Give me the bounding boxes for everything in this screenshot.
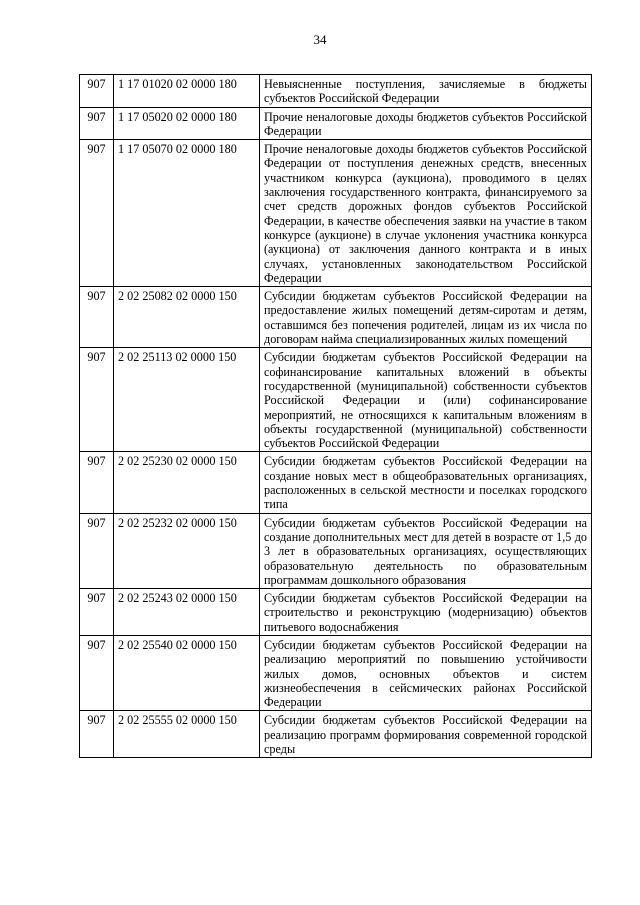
admin-code-cell: 907 [80, 348, 114, 452]
admin-code-cell: 907 [80, 140, 114, 287]
description-cell: Прочие неналоговые доходы бюджетов субъектов Российской Федерации [260, 107, 592, 140]
table-row [80, 287, 592, 348]
budget-code-cell: 2 02 25555 02 0000 150 [114, 711, 260, 758]
description-cell: Субсидии бюджетам субъектов Российской Федерации на софинансирование капитальных вложений в объекты государственной (муниципальной) собственности субъектов Российской Федерации и (или) софинансирование мероприятий, не относящихся к капитальным вложениям в объекты государственной (муниципальной) собственности субъектов Российской Федерации [260, 348, 592, 452]
admin-code-cell: 907 [80, 513, 114, 588]
admin-code-cell: 907 [80, 75, 114, 108]
page-number: 34 [313, 32, 327, 47]
table-row [80, 452, 592, 513]
admin-code-cell: 907 [80, 635, 114, 710]
description-cell: Субсидии бюджетам субъектов Российской Федерации на строительство и реконструкцию (модернизацию) объектов питьевого водоснабжения [260, 589, 592, 636]
table-row [80, 75, 592, 108]
budget-code-cell: 1 17 05020 02 0000 180 [114, 107, 260, 140]
admin-code-cell: 907 [80, 711, 114, 758]
table-row [80, 711, 592, 758]
description-cell: Субсидии бюджетам субъектов Российской Федерации на предоставление жилых помещений детям-сиротам и детям, оставшимся без попечения родителей, лицам из их числа по договорам найма специализированных жилых помещений [260, 287, 592, 348]
table-row [80, 589, 592, 636]
table-row [80, 635, 592, 710]
description-cell: Субсидии бюджетам субъектов Российской Федерации на реализацию мероприятий по повышению устойчивости жилых домов, основных объектов и систем жизнеобеспечения в сейсмических районах Российской Федерации [260, 635, 592, 710]
table-row [80, 140, 592, 287]
budget-code-cell: 1 17 01020 02 0000 180 [114, 75, 260, 108]
table-row [80, 348, 592, 452]
budget-code-cell: 2 02 25540 02 0000 150 [114, 635, 260, 710]
admin-code-cell: 907 [80, 452, 114, 513]
admin-code-cell: 907 [80, 107, 114, 140]
budget-code-cell: 2 02 25232 02 0000 150 [114, 513, 260, 588]
admin-code-cell: 907 [80, 287, 114, 348]
budget-code-cell: 2 02 25113 02 0000 150 [114, 348, 260, 452]
description-cell: Субсидии бюджетам субъектов Российской Федерации на создание новых мест в общеобразовательных организациях, расположенных в сельской местности и поселках городского типа [260, 452, 592, 513]
description-cell: Субсидии бюджетам субъектов Российской Федерации на создание дополнительных мест для детей в возрасте от 1,5 до 3 лет в образовательных организациях, осуществляющих образовательную деятельность по образовательным программам дошкольного образования [260, 513, 592, 588]
budget-code-cell: 2 02 25230 02 0000 150 [114, 452, 260, 513]
budget-classification-table [79, 74, 592, 758]
admin-code-cell: 907 [80, 589, 114, 636]
description-cell: Прочие неналоговые доходы бюджетов субъектов Российской Федерации от поступления денежных средств, внесенных участником конкурса (аукциона), проводимого в целях заключения государственного контракта, финансируемого за счет средств дорожных фондов субъектов Российской Федерации, в качестве обеспечения заявки на участие в таком конкурсе (аукционе) в случае уклонения участника конкурса (аукциона) от заключения данного контракта и в иных случаях, установленных законодательством Российской Федерации [260, 140, 592, 287]
table-row [80, 107, 592, 140]
description-cell: Невыясненные поступления, зачисляемые в бюджеты субъектов Российской Федерации [260, 75, 592, 108]
description-cell: Субсидии бюджетам субъектов Российской Федерации на реализацию программ формирования современной городской среды [260, 711, 592, 758]
budget-code-cell: 2 02 25243 02 0000 150 [114, 589, 260, 636]
budget-code-cell: 2 02 25082 02 0000 150 [114, 287, 260, 348]
budget-code-cell: 1 17 05070 02 0000 180 [114, 140, 260, 287]
table-row [80, 513, 592, 588]
table-body [80, 75, 592, 758]
